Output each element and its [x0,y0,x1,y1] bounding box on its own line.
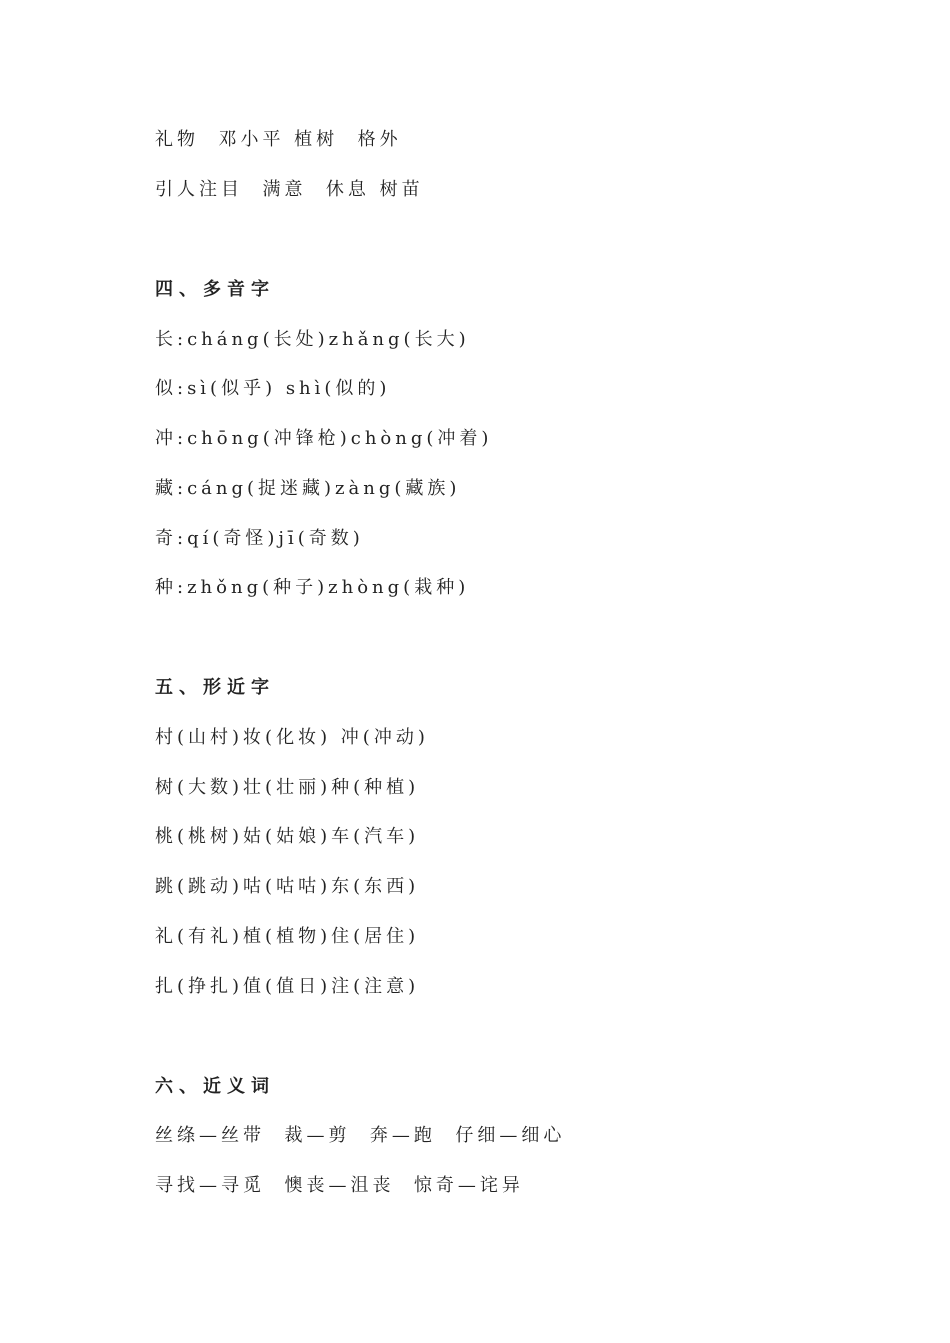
polyphone-line-2: 似:sì(似乎) shì(似的) [155,378,391,399]
vocab-line-2: 引人注目 满意 休息 树苗 [155,179,424,200]
vocab-line-1: 礼物 邓小平 植树 格外 [155,129,402,150]
heading-polyphones: 四、多音字 [155,279,275,300]
synonym-line-2: 寻找—寻觅 懊丧—沮丧 惊奇—诧异 [155,1175,524,1196]
similar-char-line-2: 树(大数)壮(壮丽)种(种植) [155,777,420,798]
polyphone-line-5: 奇:qí(奇怪)jī(奇数) [155,528,364,549]
similar-char-line-4: 跳(跳动)咕(咕咕)东(东西) [155,876,420,897]
similar-char-line-5: 礼(有礼)植(植物)住(居住) [155,926,420,947]
polyphone-line-6: 种:zhǒng(种子)zhòng(栽种) [155,577,470,598]
polyphone-line-4: 藏:cáng(捉迷藏)zàng(藏族) [155,478,461,499]
heading-synonyms: 六、近义词 [155,1076,275,1097]
similar-char-line-6: 扎(挣扎)值(值日)注(注意) [155,976,420,997]
synonym-line-1: 丝绦—丝带 裁—剪 奔—跑 仔细—细心 [155,1125,566,1146]
polyphone-line-1: 长:cháng(长处)zhǎng(长大) [155,329,470,350]
heading-similar-chars: 五、形近字 [155,677,275,698]
similar-char-line-1: 村(山村)妆(化妆) 冲(冲动) [155,727,429,748]
similar-char-line-3: 桃(桃树)姑(姑娘)车(汽车) [155,826,420,847]
polyphone-line-3: 冲:chōng(冲锋枪)chòng(冲着) [155,428,493,449]
